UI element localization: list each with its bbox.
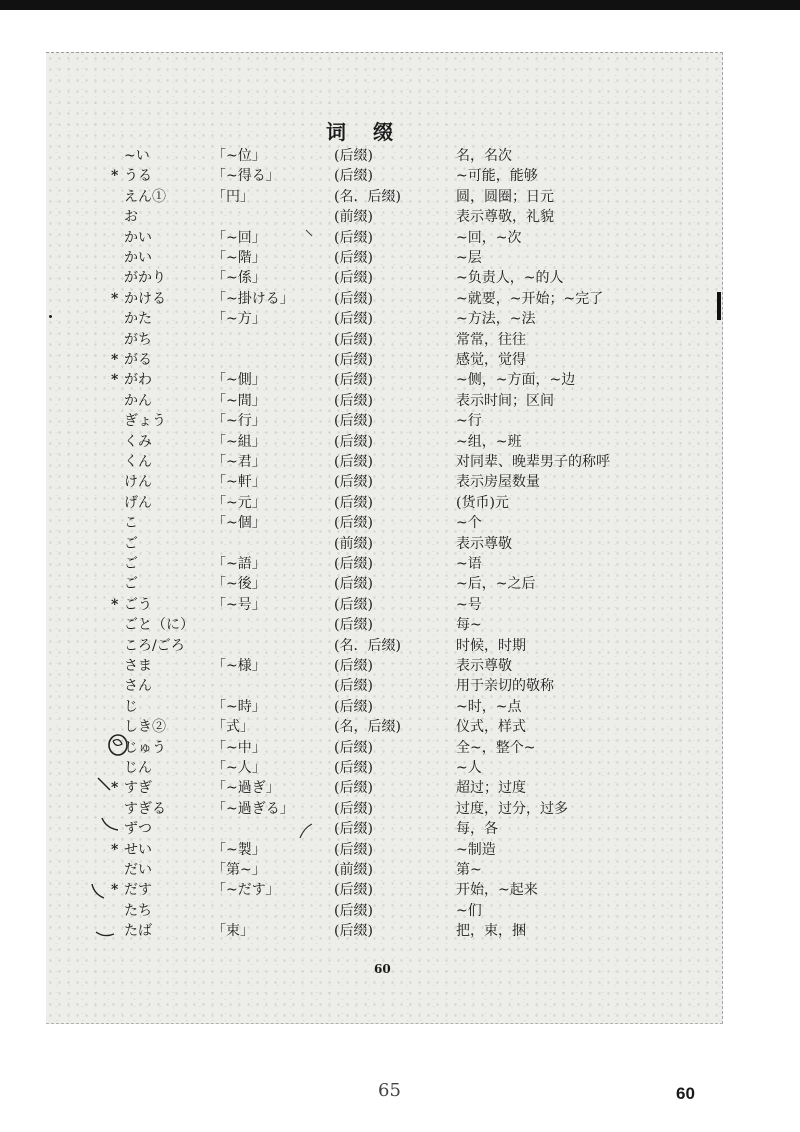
- entry-kanji: 「~方」: [212, 311, 266, 328]
- star-mark: *: [111, 596, 119, 613]
- entry-part-of-speech: (后缀): [334, 800, 373, 817]
- star-mark: *: [111, 290, 119, 307]
- entry-kana: さん: [124, 678, 152, 695]
- entry-part-of-speech: (后缀): [334, 454, 373, 470]
- entry-part-of-speech: (后缀): [334, 923, 373, 940]
- entry-kanji: 「~組」: [212, 433, 266, 450]
- entry-meaning: ~可能，能够: [456, 168, 538, 185]
- entry-kana: ご: [124, 576, 138, 593]
- list-item: [0, 819, 800, 839]
- entry-kanji: 「~得る」: [212, 168, 280, 185]
- entry-meaning: 表示尊敬，礼貌: [456, 209, 554, 226]
- entry-meaning: 全~，整个~: [456, 739, 536, 756]
- entry-kanji: 「~間」: [212, 392, 266, 409]
- entry-part-of-speech: (后缀): [334, 576, 373, 593]
- list-item: [0, 411, 800, 431]
- list-item: [0, 656, 800, 676]
- entry-meaning: ~负责人，~的人: [456, 270, 564, 287]
- entry-part-of-speech: (后缀): [334, 596, 373, 613]
- entry-meaning: 每，各: [456, 821, 498, 838]
- entry-kanji: 「~掛ける」: [212, 290, 294, 307]
- entry-kana: さま: [124, 658, 152, 674]
- entry-kanji: 「~元」: [212, 494, 266, 511]
- entry-part-of-speech: (后缀): [334, 698, 373, 715]
- list-item: [0, 901, 800, 921]
- entry-kanji: 「第~」: [212, 862, 266, 878]
- entry-meaning: ~组，~班: [456, 433, 522, 450]
- list-item: [0, 187, 800, 207]
- entry-part-of-speech: (后缀): [334, 841, 373, 858]
- entry-meaning: 开始，~起来: [456, 882, 538, 899]
- entry-meaning: (货币)元: [456, 494, 509, 511]
- list-item: [0, 676, 800, 696]
- entry-meaning: ~后，~之后: [456, 576, 536, 593]
- entry-kana: ご: [124, 535, 138, 552]
- entry-meaning: 表示时间；区间: [456, 392, 554, 409]
- entry-kanji: 「~個」: [212, 515, 266, 532]
- entry-meaning: 时候，时期: [456, 637, 526, 654]
- list-item: [0, 370, 800, 390]
- entry-kana: じゅう: [124, 739, 166, 756]
- entry-kana: たば: [124, 923, 152, 940]
- entry-kanji: 「~君」: [212, 454, 266, 470]
- entry-part-of-speech: (前缀): [334, 209, 373, 226]
- entry-part-of-speech: (后缀): [334, 617, 373, 634]
- entry-kana: すぎる: [124, 800, 166, 817]
- list-item: [0, 799, 800, 819]
- entry-kanji: 「~様」: [212, 658, 266, 674]
- entry-kana: くん: [124, 454, 152, 470]
- entry-meaning: ~人: [456, 760, 482, 776]
- entry-part-of-speech: (后缀): [334, 780, 373, 797]
- entry-part-of-speech: (后缀): [334, 739, 373, 756]
- entry-kana: かい: [124, 229, 152, 246]
- scan-top-border: [0, 0, 800, 10]
- list-item: [0, 921, 800, 941]
- entry-part-of-speech: (名．后缀): [334, 188, 401, 205]
- entry-part-of-speech: (后缀): [334, 331, 373, 348]
- entry-kana: がかり: [124, 270, 166, 287]
- entry-kana: しき②: [124, 719, 166, 736]
- entry-kanji: 「~係」: [212, 270, 266, 287]
- list-item: [0, 309, 800, 329]
- entry-kana: ころ/ごろ: [124, 637, 185, 654]
- entry-meaning: 每~: [456, 617, 482, 634]
- entry-kana: うる: [124, 168, 152, 185]
- entry-kanji: 「~過ぎる」: [212, 800, 294, 817]
- entry-kanji: 「~人」: [212, 760, 266, 776]
- entry-kana: かい: [124, 250, 152, 266]
- list-item: [0, 758, 800, 778]
- entry-kana: ご: [124, 556, 138, 572]
- list-item: [0, 391, 800, 411]
- list-item: [0, 860, 800, 880]
- entry-meaning: ~行: [456, 413, 482, 430]
- entry-part-of-speech: (后缀): [334, 902, 373, 919]
- list-item: [0, 738, 800, 758]
- entry-kana: けん: [124, 474, 152, 491]
- entry-kanji: 「~だす」: [212, 882, 280, 899]
- entry-meaning: 常常，往往: [456, 331, 526, 348]
- entry-part-of-speech: (后缀): [334, 311, 373, 328]
- entry-kanji: 「束」: [212, 923, 254, 940]
- entry-meaning: ~制造: [456, 841, 496, 858]
- list-item: [0, 350, 800, 370]
- entry-part-of-speech: (后缀): [334, 372, 373, 389]
- list-item: [0, 268, 800, 288]
- entry-kana: げん: [124, 494, 152, 511]
- entry-part-of-speech: (后缀): [334, 250, 373, 266]
- entry-meaning: 第~: [456, 862, 482, 878]
- entry-part-of-speech: (后缀): [334, 413, 373, 430]
- entry-part-of-speech: (后缀): [334, 352, 373, 368]
- footer-page-number: 65: [378, 1080, 401, 1101]
- entry-meaning: ~语: [456, 556, 482, 572]
- entry-meaning: 感觉，觉得: [456, 352, 526, 368]
- entry-meaning: ~侧，~方面，~边: [456, 372, 576, 389]
- entry-kana: くみ: [124, 433, 152, 450]
- entry-kanji: 「~位」: [212, 148, 266, 164]
- star-mark: *: [111, 882, 119, 899]
- list-item: [0, 778, 800, 798]
- page-title: 词 缀: [326, 120, 403, 144]
- entry-kana: ~い: [124, 148, 150, 164]
- entry-meaning: 表示房屋数量: [456, 474, 540, 491]
- entry-meaning: ~们: [456, 902, 482, 919]
- entry-kana: じ: [124, 698, 138, 715]
- entry-part-of-speech: (后缀): [334, 392, 373, 409]
- list-item: [0, 574, 800, 594]
- list-item: [0, 840, 800, 860]
- list-item: [0, 595, 800, 615]
- entry-kanji: 「~号」: [212, 596, 266, 613]
- entry-kanji: 「~時」: [212, 698, 266, 715]
- footer-page-label: 60: [676, 1084, 695, 1103]
- list-item: [0, 452, 800, 472]
- page-number: 60: [374, 962, 391, 976]
- entry-meaning: ~层: [456, 250, 482, 266]
- entry-kana: せい: [124, 841, 152, 858]
- entry-meaning: 对同辈、晚辈男子的称呼: [456, 454, 610, 470]
- list-item: [0, 207, 800, 227]
- list-item: [0, 146, 800, 166]
- entry-part-of-speech: (后缀): [334, 290, 373, 307]
- entry-part-of-speech: (名．后缀): [334, 637, 401, 654]
- list-item: [0, 717, 800, 737]
- entry-kanji: 「~中」: [212, 739, 266, 756]
- entry-kanji: 「~側」: [212, 372, 266, 389]
- star-mark: *: [111, 841, 119, 858]
- entry-meaning: 把，束，捆: [456, 923, 526, 940]
- entry-meaning: ~方法，~法: [456, 311, 536, 328]
- entry-part-of-speech: (后缀): [334, 658, 373, 674]
- entry-kanji: 「~回」: [212, 229, 266, 246]
- entry-part-of-speech: (前缀): [334, 535, 373, 552]
- entry-meaning: ~就要，~开始；~完了: [456, 290, 604, 307]
- list-item: [0, 472, 800, 492]
- entry-meaning: 圆，圆圈；日元: [456, 188, 554, 205]
- list-item: [0, 166, 800, 186]
- entry-kana: かける: [124, 290, 166, 307]
- entry-meaning: ~回，~次: [456, 229, 522, 246]
- list-item: [0, 554, 800, 574]
- entry-kanji: 「式」: [212, 719, 254, 736]
- entry-part-of-speech: (后缀): [334, 882, 373, 899]
- entry-kanji: 「~階」: [212, 250, 266, 266]
- entry-part-of-speech: (后缀): [334, 148, 373, 164]
- list-item: [0, 493, 800, 513]
- entry-kana: ぎょう: [124, 413, 166, 430]
- list-item: [0, 432, 800, 452]
- entry-kana: だい: [124, 862, 152, 878]
- entry-kana: たち: [124, 902, 152, 919]
- entry-meaning: 过度，过分，过多: [456, 800, 568, 817]
- entry-part-of-speech: (后缀): [334, 474, 373, 491]
- entry-kana: だす: [124, 882, 152, 899]
- entry-part-of-speech: (后缀): [334, 270, 373, 287]
- entry-meaning: 仪式，样式: [456, 719, 526, 736]
- entry-kanji: 「~行」: [212, 413, 266, 430]
- entry-kana: お: [124, 209, 138, 226]
- entry-part-of-speech: (名，后缀): [334, 719, 401, 736]
- entry-meaning: 用于亲切的敬称: [456, 678, 554, 695]
- entry-meaning: 表示尊敬: [456, 535, 512, 552]
- entry-meaning: ~时，~点: [456, 698, 522, 715]
- list-item: [0, 330, 800, 350]
- entry-part-of-speech: (后缀): [334, 678, 373, 695]
- list-item: [0, 248, 800, 268]
- entry-meaning: 超过；过度: [456, 780, 526, 797]
- list-item: [0, 636, 800, 656]
- entry-part-of-speech: (后缀): [334, 168, 373, 185]
- entry-kanji: 「~語」: [212, 556, 266, 572]
- entry-kana: ごう: [124, 596, 152, 613]
- entry-part-of-speech: (后缀): [334, 433, 373, 450]
- entry-kanji: 「~後」: [212, 576, 266, 593]
- entry-kana: かた: [124, 311, 152, 328]
- entry-part-of-speech: (后缀): [334, 494, 373, 511]
- entry-meaning: ~号: [456, 596, 482, 613]
- entry-kana: すぎ: [124, 780, 152, 797]
- list-item: [0, 880, 800, 900]
- star-mark: *: [111, 168, 119, 185]
- star-mark: *: [111, 372, 119, 389]
- entry-kana: ごと（に）: [124, 617, 194, 634]
- entry-part-of-speech: (后缀): [334, 760, 373, 776]
- entry-kanji: 「円」: [212, 188, 254, 205]
- list-item: [0, 289, 800, 309]
- entry-meaning: ~个: [456, 515, 482, 532]
- entry-kana: がち: [124, 331, 152, 348]
- entry-kana: ずつ: [124, 821, 152, 838]
- list-item: [0, 615, 800, 635]
- entry-part-of-speech: (后缀): [334, 556, 373, 572]
- entry-part-of-speech: (后缀): [334, 515, 373, 532]
- entry-kana: じん: [124, 760, 152, 776]
- star-mark: *: [111, 352, 119, 368]
- entry-kana: がる: [124, 352, 152, 368]
- entry-part-of-speech: (后缀): [334, 229, 373, 246]
- entry-kana: こ: [124, 515, 138, 532]
- list-item: [0, 513, 800, 533]
- entry-kanji: 「~過ぎ」: [212, 780, 280, 797]
- entry-kana: えん①: [124, 188, 166, 205]
- entry-kanji: 「~軒」: [212, 474, 266, 491]
- entry-kanji: 「~製」: [212, 841, 266, 858]
- entry-part-of-speech: (前缀): [334, 862, 373, 878]
- list-item: [0, 697, 800, 717]
- entry-meaning: 表示尊敬: [456, 658, 512, 674]
- entry-meaning: 名，名次: [456, 148, 512, 164]
- list-item: [0, 534, 800, 554]
- entry-part-of-speech: (后缀): [334, 821, 373, 838]
- star-mark: *: [111, 780, 119, 797]
- entry-kana: がわ: [124, 372, 152, 389]
- list-item: [0, 228, 800, 248]
- entry-kana: かん: [124, 392, 152, 409]
